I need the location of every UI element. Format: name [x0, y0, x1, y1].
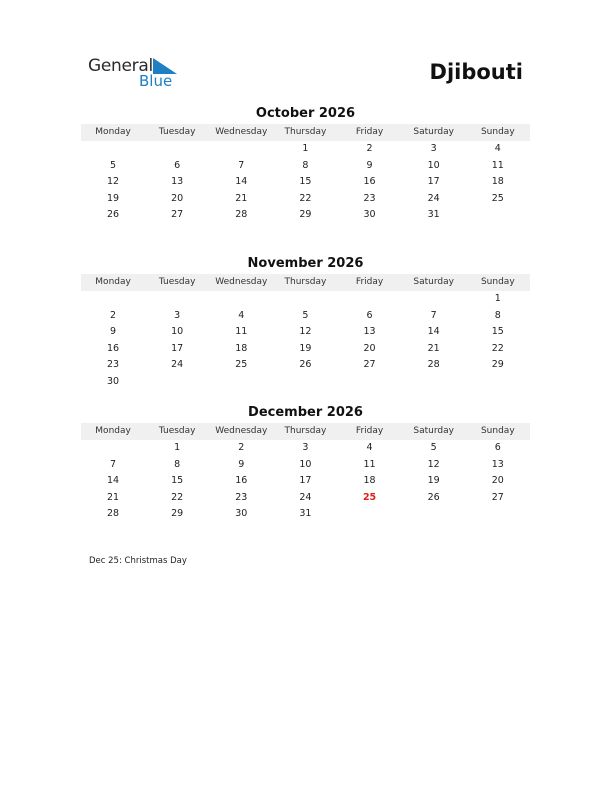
day-cell — [402, 374, 466, 391]
day-cell: 31 — [299, 508, 312, 520]
day-cell — [209, 141, 273, 158]
holiday-notes — [89, 556, 187, 566]
day-cell: 28 — [235, 209, 248, 221]
day-cell: 13 — [363, 326, 376, 338]
day-cell: 3 — [430, 143, 437, 154]
day-cell: 10 — [427, 159, 440, 171]
day-cell: 8 — [174, 458, 181, 470]
day-cell: 21 — [427, 342, 440, 354]
day-cell: 28 — [427, 359, 440, 371]
day-cell: 11 — [363, 458, 376, 470]
weekday-label: Sunday — [480, 426, 515, 436]
day-cell: 6 — [494, 442, 501, 453]
day-cell: 20 — [363, 342, 376, 354]
day-cell: 15 — [171, 475, 184, 487]
day-cell: 7 — [238, 159, 245, 171]
week-row — [81, 291, 530, 308]
day-cell: 23 — [107, 359, 120, 371]
day-cell: 29 — [171, 508, 184, 520]
weekday-header-row — [81, 124, 530, 141]
week-row — [81, 506, 530, 523]
day-cell: 23 — [363, 192, 376, 204]
day-cell: 3 — [302, 442, 309, 453]
day-cell: 4 — [366, 442, 373, 453]
month-title: December 2026 — [248, 405, 363, 420]
week-row — [81, 207, 530, 224]
day-cell: 5 — [430, 442, 437, 453]
day-cell: 5 — [302, 309, 309, 321]
day-cell — [466, 506, 530, 523]
day-cell — [338, 374, 402, 391]
day-cell: 1 — [494, 293, 501, 304]
weekday-label: Saturday — [413, 277, 454, 287]
day-cell — [466, 207, 530, 224]
day-cell: 30 — [235, 508, 248, 520]
day-cell: 13 — [491, 458, 504, 470]
day-cell: 5 — [110, 159, 117, 171]
day-cell: 26 — [299, 359, 312, 371]
day-cell: 7 — [430, 309, 437, 321]
week-row — [81, 141, 530, 158]
day-cell: 15 — [299, 176, 312, 188]
day-cell: 11 — [491, 159, 504, 171]
day-cell: 12 — [299, 326, 312, 338]
day-cell: 26 — [427, 491, 440, 503]
weekday-header-row — [81, 423, 530, 440]
week-row — [81, 191, 530, 208]
day-cell: 6 — [174, 159, 181, 171]
day-cell: 17 — [299, 475, 312, 487]
weekday-label: Wednesday — [215, 426, 268, 436]
day-cell: 10 — [299, 458, 312, 470]
weekday-label: Monday — [95, 277, 131, 287]
day-cell: 17 — [427, 176, 440, 188]
day-cell: 15 — [491, 326, 504, 338]
week-row — [81, 473, 530, 490]
week-row — [81, 341, 530, 358]
day-cell: 22 — [171, 491, 184, 503]
day-cell: 6 — [366, 309, 373, 321]
day-cell: 2 — [238, 442, 245, 453]
weekday-label: Thursday — [284, 426, 327, 436]
day-cell: 24 — [171, 359, 184, 371]
day-cell — [145, 291, 209, 308]
day-cell — [145, 141, 209, 158]
day-cell: 9 — [366, 159, 373, 171]
day-cell: 20 — [171, 192, 184, 204]
day-cell: 18 — [235, 342, 248, 354]
day-cell: 7 — [110, 458, 117, 470]
week-row — [81, 357, 530, 374]
day-cell: 24 — [299, 491, 312, 503]
day-cell: 24 — [427, 192, 440, 204]
day-cell: 26 — [107, 209, 120, 221]
day-cell: 4 — [494, 143, 501, 154]
day-cell: 19 — [107, 192, 120, 204]
day-cell: 27 — [363, 359, 376, 371]
day-cell: 14 — [427, 326, 440, 338]
day-cell: 25 — [235, 359, 248, 371]
weekday-label: Friday — [355, 127, 384, 137]
logo-word-blue: Blue — [139, 72, 173, 90]
day-cell — [338, 506, 402, 523]
day-cell: 20 — [491, 475, 504, 487]
day-cell: 13 — [171, 176, 184, 188]
day-cell: 29 — [299, 209, 312, 221]
day-cell: 8 — [494, 309, 501, 321]
month-title: November 2026 — [247, 256, 364, 271]
day-cell — [402, 506, 466, 523]
weekday-header-row — [81, 274, 530, 291]
day-cell: 9 — [238, 458, 245, 470]
day-cell: 11 — [235, 326, 248, 338]
weekday-label: Tuesday — [158, 277, 196, 287]
day-cell: 2 — [110, 309, 117, 321]
day-cell: 2 — [366, 143, 373, 154]
month-block — [81, 106, 530, 224]
day-cell: 1 — [302, 143, 309, 154]
day-cell — [402, 291, 466, 308]
day-cell: 16 — [235, 475, 248, 487]
day-cell: 1 — [174, 442, 181, 453]
week-row — [81, 158, 530, 175]
day-cell: 19 — [299, 342, 312, 354]
weekday-label: Saturday — [413, 426, 454, 436]
holiday-note: Dec 25: Christmas Day — [89, 556, 187, 566]
weekday-label: Sunday — [480, 127, 515, 137]
day-cell: 3 — [174, 309, 181, 321]
weekday-label: Friday — [355, 277, 384, 287]
day-cell: 19 — [427, 475, 440, 487]
day-cell: 30 — [107, 375, 120, 387]
day-cell — [273, 291, 337, 308]
weekday-label: Sunday — [480, 277, 515, 287]
weekday-label: Thursday — [284, 277, 327, 287]
day-cell: 22 — [491, 342, 504, 354]
weekday-label: Monday — [95, 426, 131, 436]
week-row — [81, 457, 530, 474]
day-cell: 12 — [427, 458, 440, 470]
holiday-day-cell: 25 — [362, 491, 377, 503]
logo-word-general: General — [88, 56, 153, 76]
day-cell — [81, 440, 145, 457]
day-cell: 27 — [171, 209, 184, 221]
week-row — [81, 490, 530, 507]
day-cell: 4 — [238, 309, 245, 321]
weekday-label: Thursday — [284, 127, 327, 137]
day-cell: 14 — [107, 475, 120, 487]
day-cell — [338, 291, 402, 308]
day-cell: 23 — [235, 491, 248, 503]
day-cell: 25 — [491, 192, 504, 204]
day-cell: 27 — [491, 491, 504, 503]
day-cell — [209, 291, 273, 308]
weekday-label: Tuesday — [158, 426, 196, 436]
day-cell — [81, 291, 145, 308]
week-row — [81, 374, 530, 391]
day-cell: 22 — [299, 192, 312, 204]
brand-logo — [88, 56, 188, 92]
weekday-label: Tuesday — [158, 127, 196, 137]
day-cell: 29 — [491, 359, 504, 371]
day-cell: 30 — [363, 209, 376, 221]
month-block — [81, 256, 530, 391]
weekday-label: Saturday — [413, 127, 454, 137]
day-cell: 31 — [427, 209, 440, 221]
day-cell: 16 — [363, 176, 376, 188]
day-cell — [466, 374, 530, 391]
day-cell — [145, 374, 209, 391]
month-title: October 2026 — [255, 106, 356, 121]
week-row — [81, 308, 530, 325]
day-cell: 10 — [171, 326, 184, 338]
day-cell: 8 — [302, 159, 309, 171]
month-block — [81, 405, 530, 523]
day-cell — [209, 374, 273, 391]
day-cell: 18 — [363, 475, 376, 487]
day-cell: 17 — [171, 342, 184, 354]
day-cell: 14 — [235, 176, 248, 188]
day-cell: 21 — [107, 491, 120, 503]
country-title: Djibouti — [429, 60, 523, 84]
day-cell: 28 — [107, 508, 120, 520]
weekday-label: Monday — [95, 127, 131, 137]
day-cell: 9 — [110, 326, 117, 338]
day-cell — [81, 141, 145, 158]
day-cell: 18 — [491, 176, 504, 188]
day-cell: 21 — [235, 192, 248, 204]
week-row — [81, 324, 530, 341]
weekday-label: Friday — [355, 426, 384, 436]
day-cell: 16 — [107, 342, 120, 354]
weekday-label: Wednesday — [215, 277, 268, 287]
week-row — [81, 440, 530, 457]
day-cell: 12 — [107, 176, 120, 188]
day-cell — [273, 374, 337, 391]
weekday-label: Wednesday — [215, 127, 268, 137]
week-row — [81, 174, 530, 191]
